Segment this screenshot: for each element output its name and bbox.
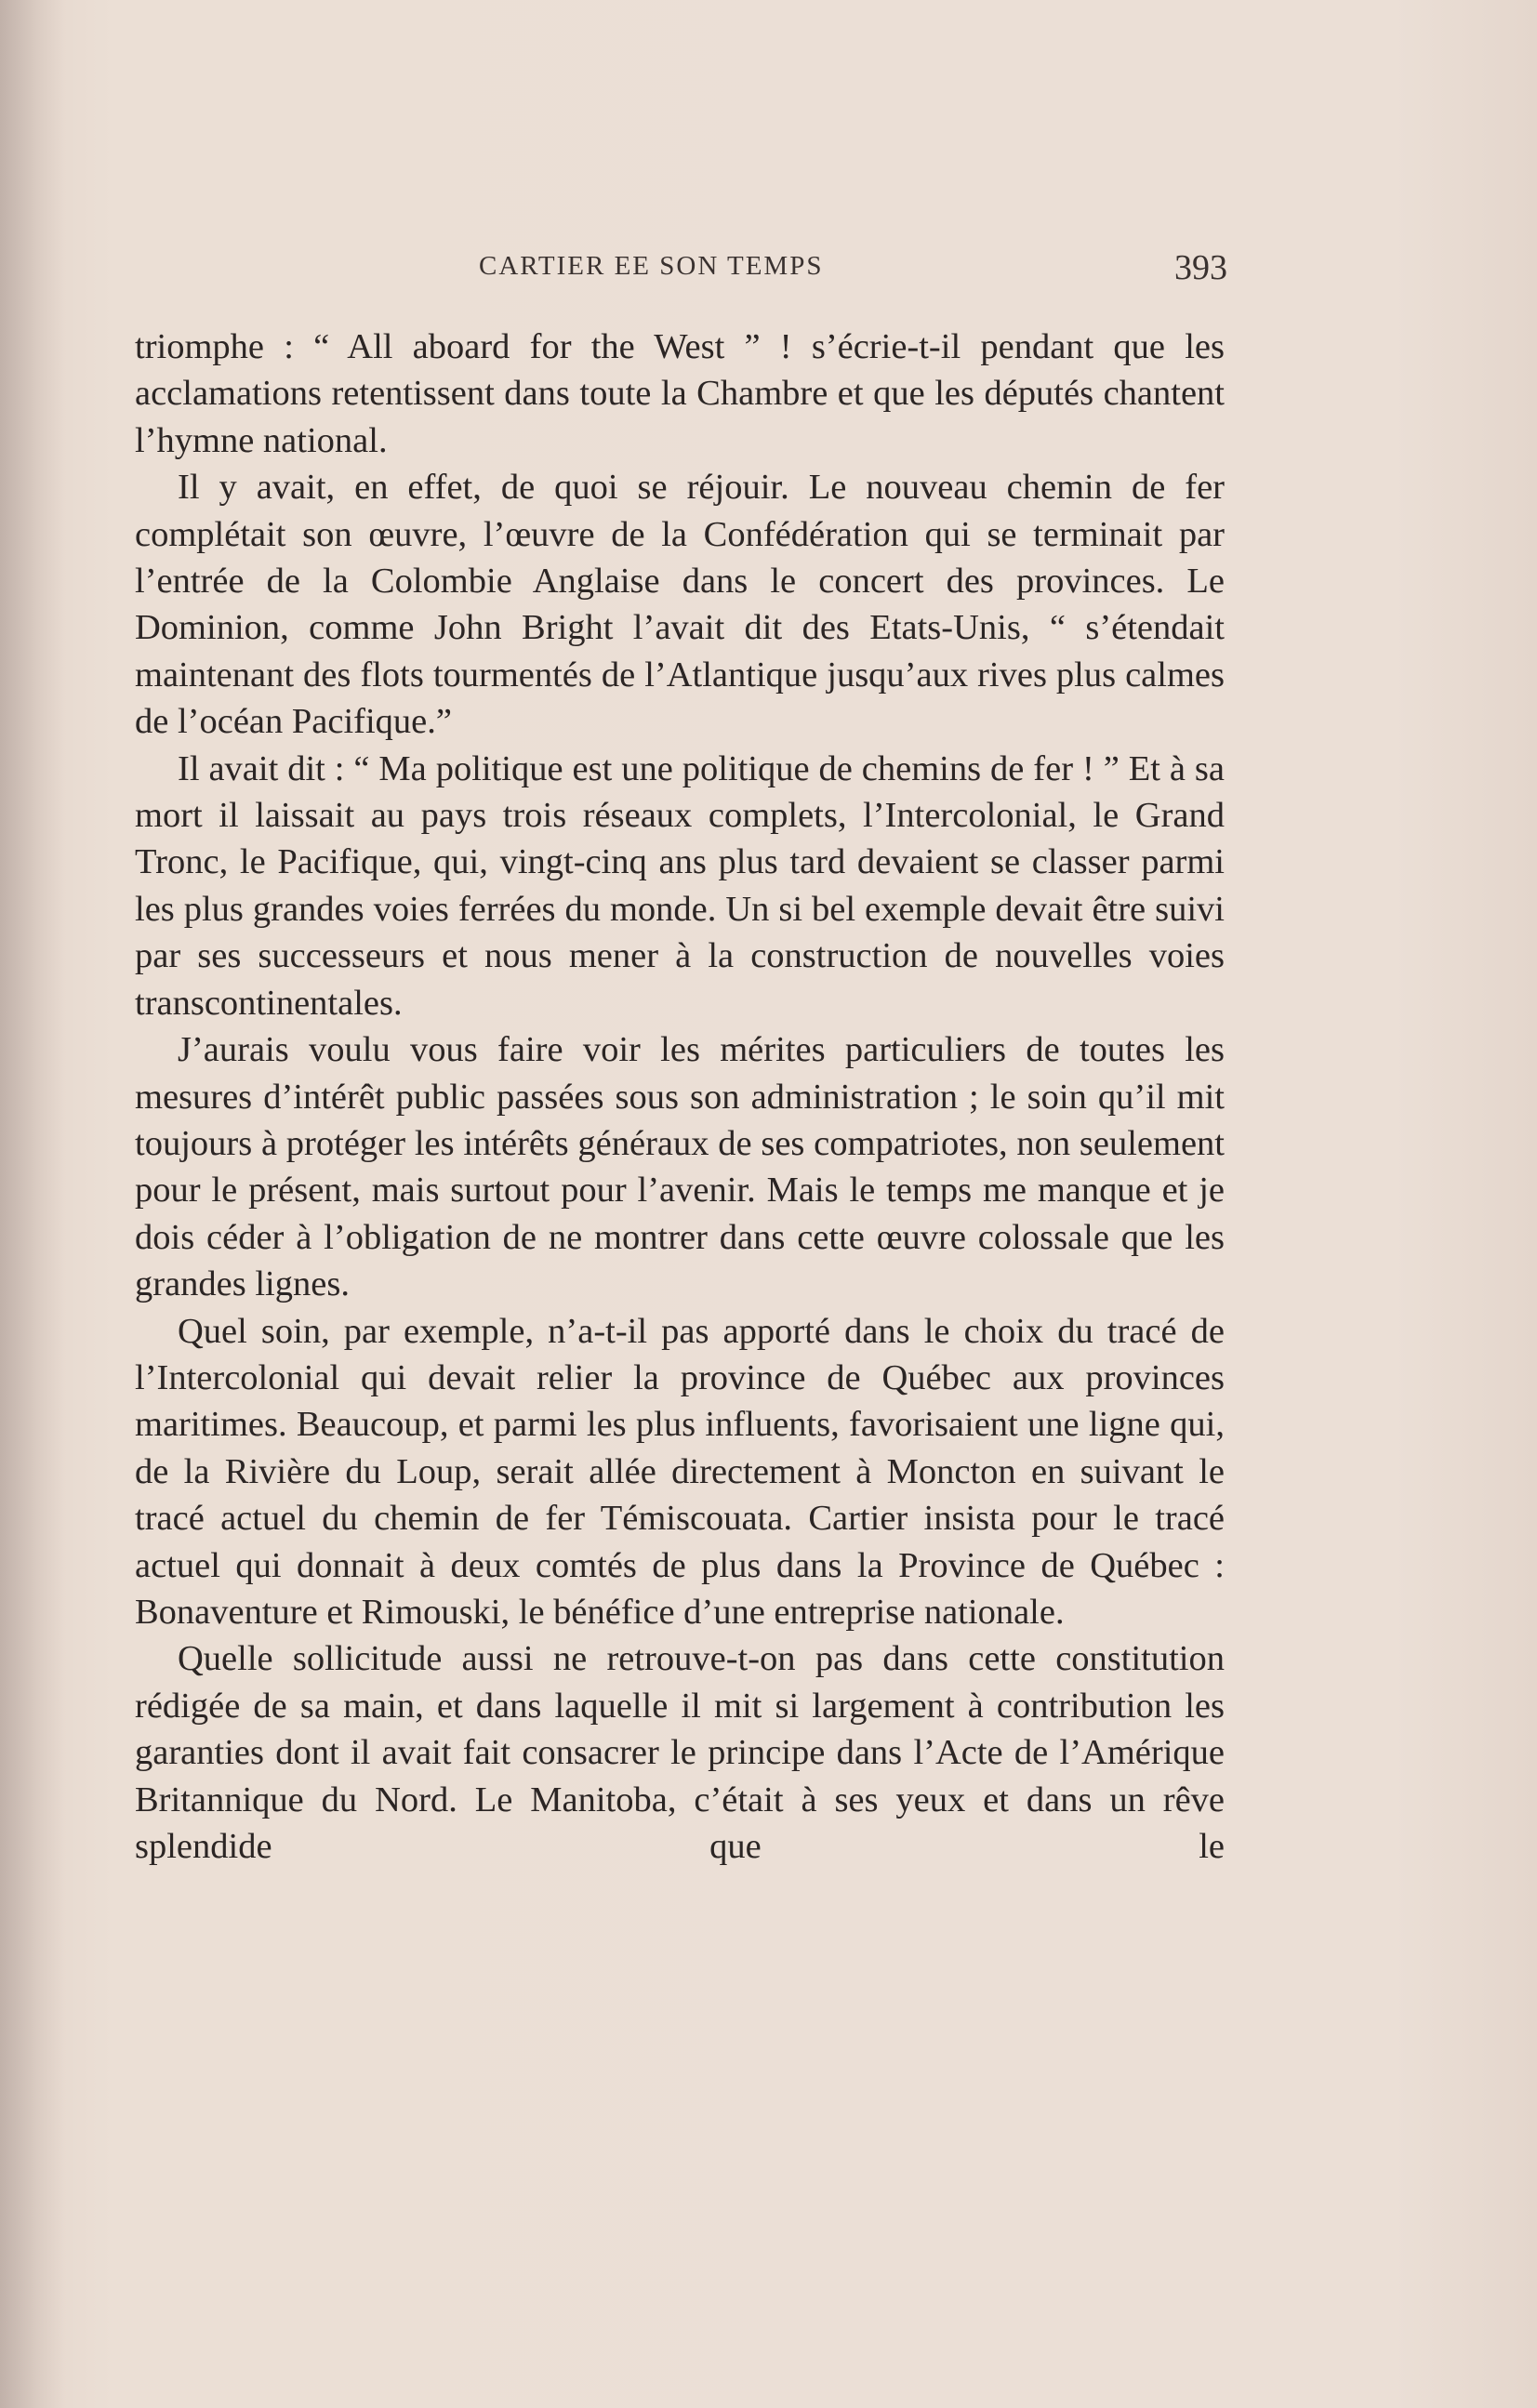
page-header: [130, 247, 1227, 294]
page-number: 393: [1174, 248, 1227, 287]
paragraph-4: J’aurais voulu vous faire voir les mérites particuliers de toutes les mesures d’intérêt public passées sous son administration ; le soin qu’il mit toujours à protéger les intérêts généraux de ses compatriotes, non seulement pour le présent, mais surtout pour l’avenir. Mais le temps me manque et je dois céder à l’obligation de ne montrer dans cette œuvre colossale que les grandes lignes.: [135, 1030, 1225, 1304]
body-text: [135, 324, 1225, 1870]
running-title: CARTIER EE SON TEMPS: [479, 251, 824, 281]
paragraph-2: Il y avait, en effet, de quoi se réjouir. Le nouveau chemin de fer complétait son œuvre, l’œuvre de la Confédération qui se terminait par l’entrée de la Colombie Anglaise dans le concert des provinces. Le Dominion, comme John Bright l’avait dit des Etats-Unis, “ s’étendait maintenant des flots tourmentés de l’Atlantique jusqu’aux rives plus calmes de l’océan Pacifique.”: [135, 468, 1225, 742]
paragraph-3: Il avait dit : “ Ma politique est une politique de chemins de fer ! ” Et à sa mort il laissait au pays trois réseaux complets, l’Intercolonial, le Grand Tronc, le Pacifique, qui, vingt-cinq ans plus tard devaient se classer parmi les plus grandes voies ferrées du monde. Un si bel exemple devait être suivi par ses successeurs et nous mener à la construction de nouvelles voies transcontinentales.: [135, 748, 1225, 1023]
binding-shadow: [0, 0, 65, 2408]
paragraph-1: triomphe : “ All aboard for the West ” ! s’écrie-t-il pendant que les acclamations retentissent dans toute la Chambre et que les députés chantent l’hymne national.: [135, 327, 1225, 460]
paragraph-5: Quel soin, par exemple, n’a-t-il pas apporté dans le choix du tracé de l’Intercolonial qui devait relier la province de Québec aux provinces maritimes. Beaucoup, et parmi les plus influents, favorisaient une ligne qui, de la Rivière du Loup, serait allée directement à Moncton en suivant le tracé actuel du chemin de fer Témiscouata. Cartier insista pour le tracé actuel qui donnait à deux comtés de plus dans la Province de Québec : Bonaventure et Rimouski, le bénéfice d’une entreprise nationale.: [135, 1311, 1225, 1632]
paragraph-6: Quelle sollicitude aussi ne retrouve-t-on pas dans cette constitution rédigée de sa main, et dans laquelle il mit si largement à contribution les garanties dont il avait fait consacrer le principe dans l’Acte de l’Amérique Britannique du Nord. Le Manitoba, c’était à ses yeux et dans un rêve splendide que le: [135, 1639, 1225, 1866]
